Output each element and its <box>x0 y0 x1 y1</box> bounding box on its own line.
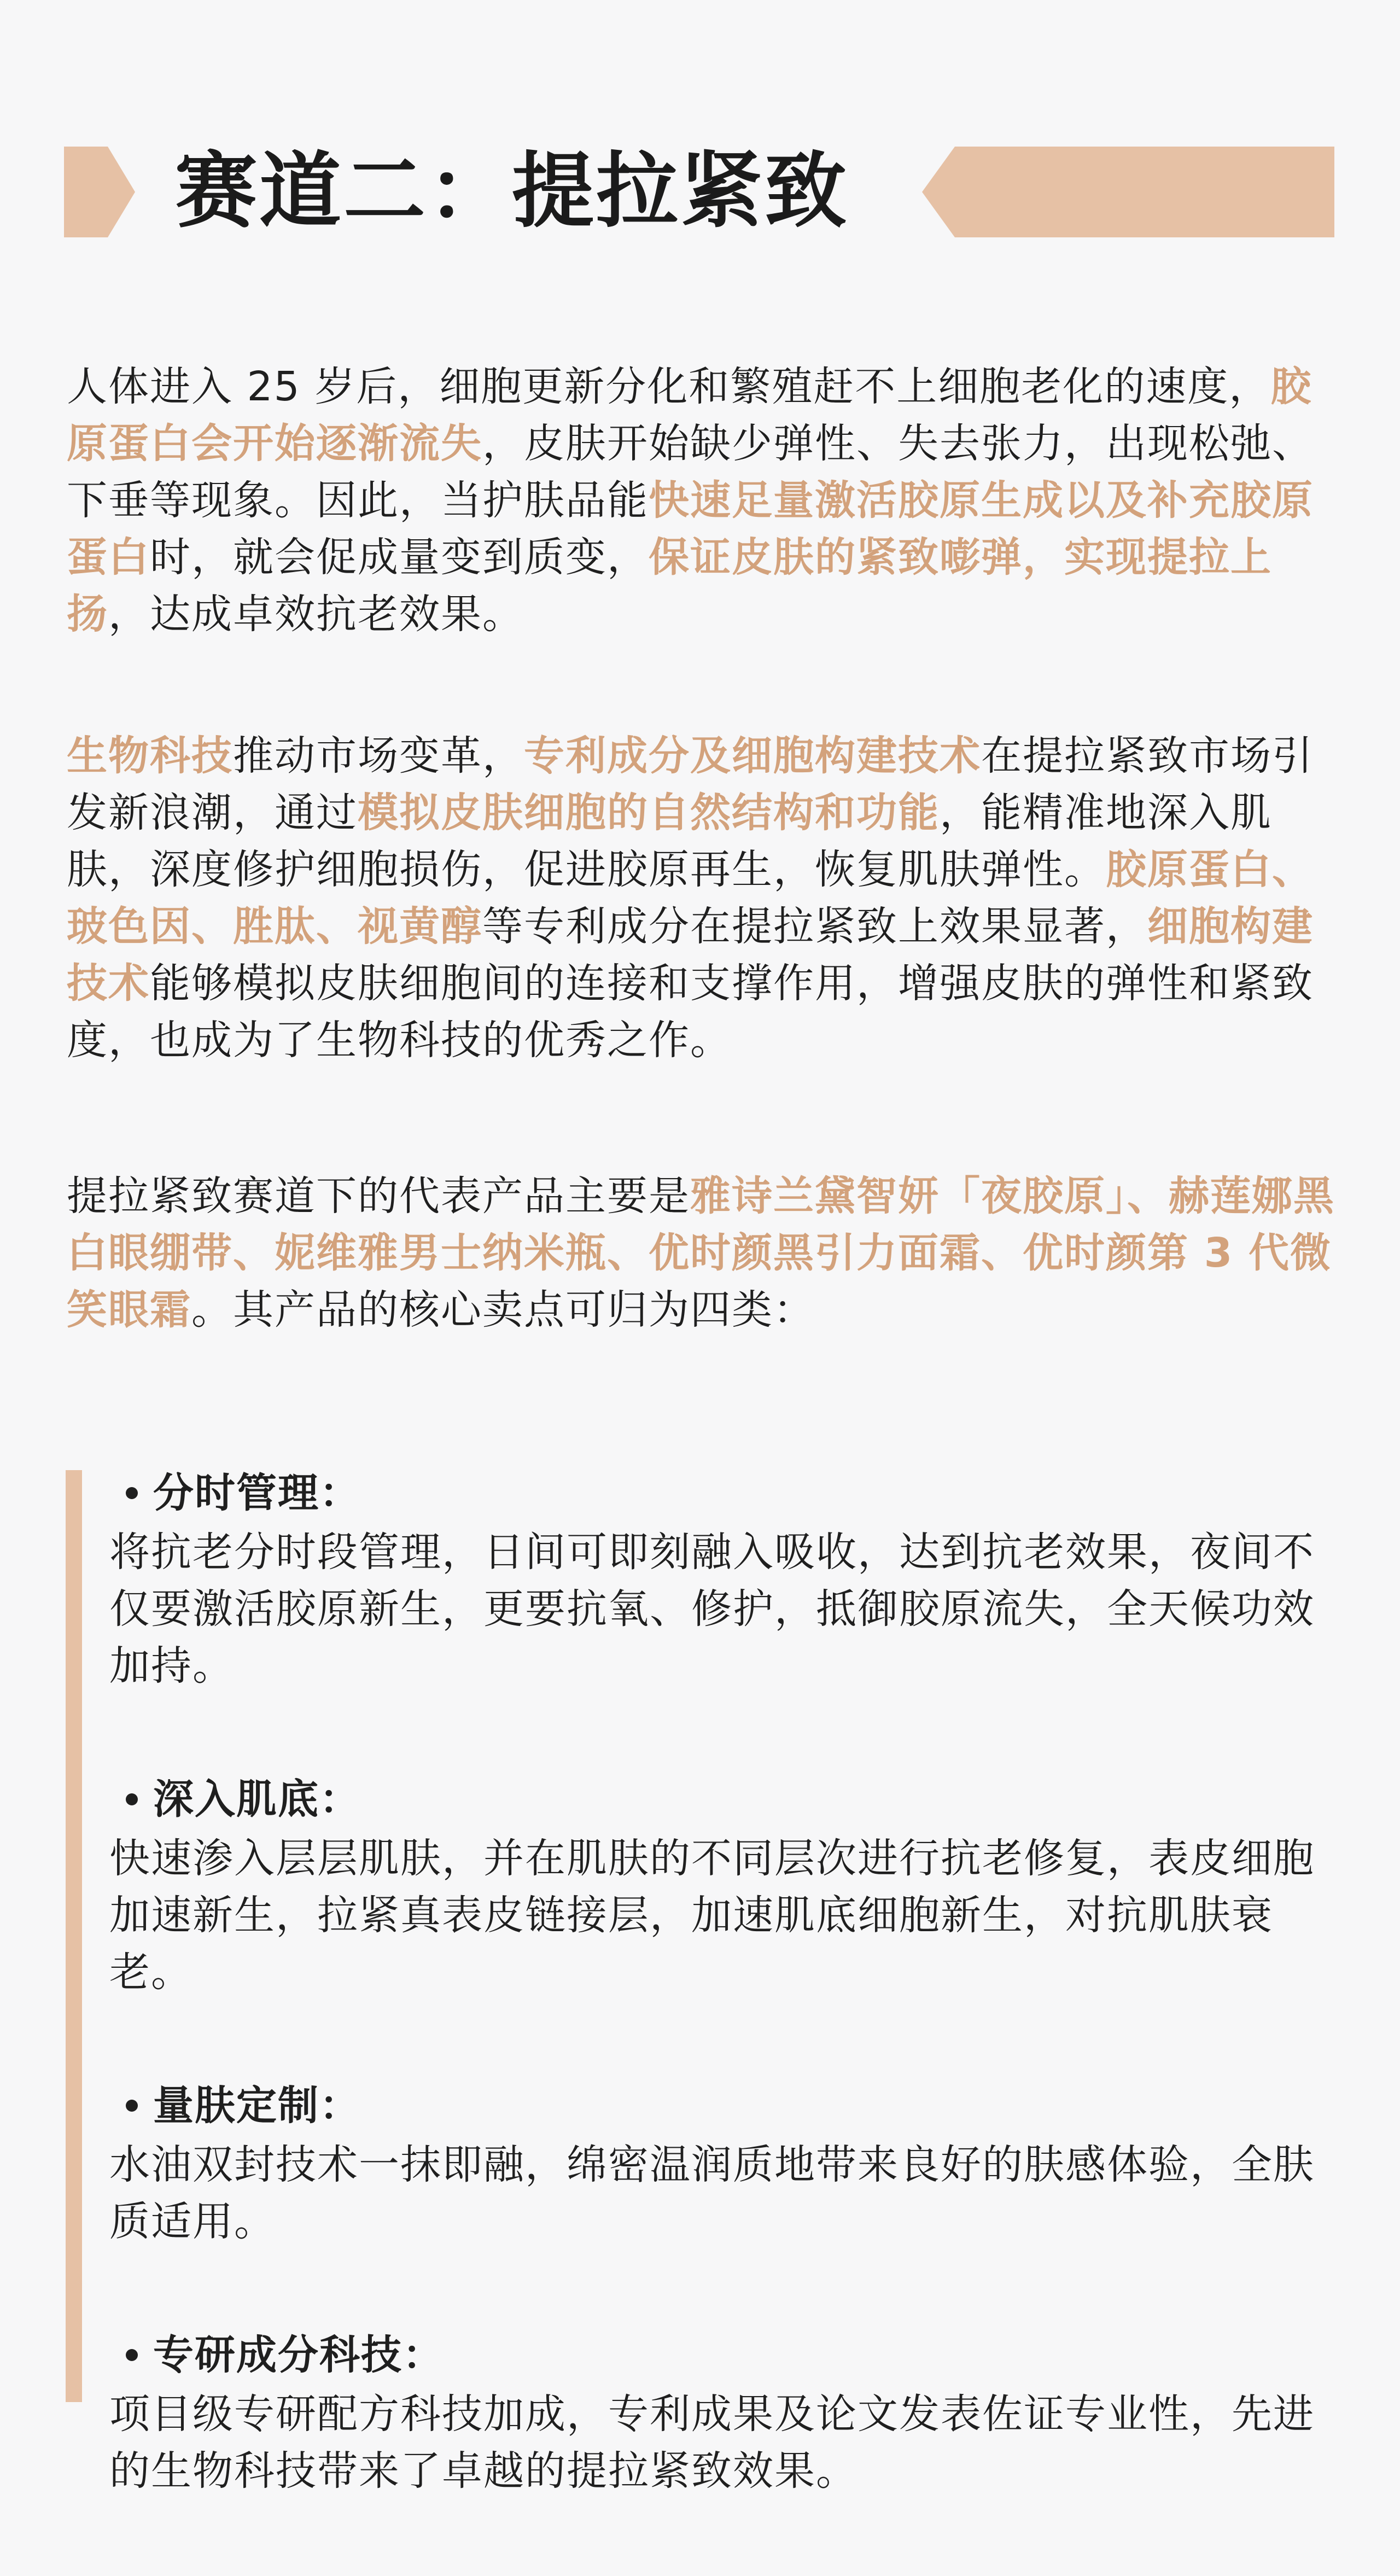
text-segment: 人体进入 25 岁后，细胞更新分化和繁殖赶不上细胞老化的速度， <box>67 363 1271 410</box>
feature-description: 将抗老分时段管理，日间可即刻融入吸收，达到抗老效果，夜间不仅要激活胶原新生，更要抗氧、修护，抵御胶原流失，全天候功效加持。 <box>109 1529 1315 1689</box>
feature-description: 水油双封技术一抹即融，绵密温润质地带来良好的肤感体验，全肤质适用。 <box>109 2141 1315 2245</box>
text-segment: 在提拉紧致市场引发新浪潮，通过 <box>67 732 1314 836</box>
highlight-text: 胶原蛋白、玻色因、胜肽、视黄醇 <box>67 846 1314 950</box>
text-segment: 提拉紧致赛道下的代表产品主要是 <box>67 1173 690 1220</box>
intro-paragraph <box>67 358 1335 643</box>
right-arrow-decoration <box>922 147 1334 237</box>
text-segment: ，能精准地深入肌肤，深度修护细胞损伤，促进胶原再生，恢复肌肤弹性。 <box>67 789 1272 893</box>
feature-title-row <box>109 2327 1340 2383</box>
feature-title-row <box>109 1771 1340 1828</box>
feature-title: 量肤定制： <box>153 2082 361 2129</box>
feature-title-row <box>109 2077 1340 2134</box>
feature-title-row <box>109 1465 1340 1522</box>
header <box>0 0 1400 241</box>
feature-title: 分时管理： <box>153 1470 361 1517</box>
feature-title: 深入肌底： <box>153 1776 361 1823</box>
feature-description: 快速渗入层层肌肤，并在肌肤的不同层次进行抗老修复，表皮细胞加速新生，拉紧真表皮链接层，加速肌底细胞新生，对抗肌肤衰老。 <box>109 1835 1315 1996</box>
bullet-icon <box>126 1793 138 1805</box>
feature-item <box>109 2327 1340 2499</box>
feature-title: 专研成分科技： <box>153 2332 444 2379</box>
text-segment: ，皮肤开始缺少弹性、失去张力，出现松弛、下垂等现象。因此，当护肤品能 <box>67 420 1314 524</box>
page-title: 赛道二：提拉紧致 <box>175 144 849 239</box>
highlight-text: 雅诗兰黛智妍「夜胶原」、赫莲娜黑白眼绷带、妮维雅男士纳米瓶、优时颜黑引力面霜、优时颜第 3 代微笑眼霜 <box>67 1173 1335 1333</box>
text-segment: ，达成卓效抗老效果。 <box>108 591 524 638</box>
highlight-text: 专利成分及细胞构建技术 <box>524 732 981 779</box>
bullet-icon <box>126 1487 138 1499</box>
bullet-icon <box>126 2100 138 2112</box>
highlight-text: 生物科技 <box>67 732 233 779</box>
left-arrow-decoration <box>64 147 135 237</box>
text-segment: 等专利成分在提拉紧致上效果显著， <box>482 903 1147 950</box>
highlight-text: 模拟皮肤细胞的自然结构和功能 <box>358 789 940 836</box>
products-paragraph <box>67 1168 1335 1338</box>
feature-list <box>109 1465 1340 2576</box>
highlight-text: 保证皮肤的紧致嘭弹，实现提拉上扬 <box>67 534 1272 638</box>
text-segment: 推动市场变革， <box>233 732 524 779</box>
biotech-paragraph <box>67 727 1335 1069</box>
highlight-text: 快速足量激活胶原生成以及补充胶原蛋白 <box>67 477 1314 581</box>
highlight-text: 胶原蛋白会开始逐渐流失 <box>67 363 1312 467</box>
text-segment: 能够模拟皮肤细胞间的连接和支撑作用，增强皮肤的弹性和紧致度，也成为了生物科技的优秀之作。 <box>67 960 1314 1064</box>
text-segment: 时，就会促成量变到质变， <box>150 534 649 581</box>
feature-accent-bar <box>66 1470 82 2402</box>
bullet-icon <box>126 2349 138 2361</box>
feature-item <box>109 2077 1340 2250</box>
feature-item <box>109 1465 1340 1694</box>
feature-item <box>109 1771 1340 2001</box>
feature-description: 项目级专研配方科技加成，专利成果及论文发表佐证专业性，先进的生物科技带来了卓越的提拉紧致效果。 <box>109 2391 1315 2495</box>
highlight-text: 细胞构建技术 <box>67 903 1314 1007</box>
text-segment: 。其产品的核心卖点可归为四类： <box>191 1286 815 1333</box>
